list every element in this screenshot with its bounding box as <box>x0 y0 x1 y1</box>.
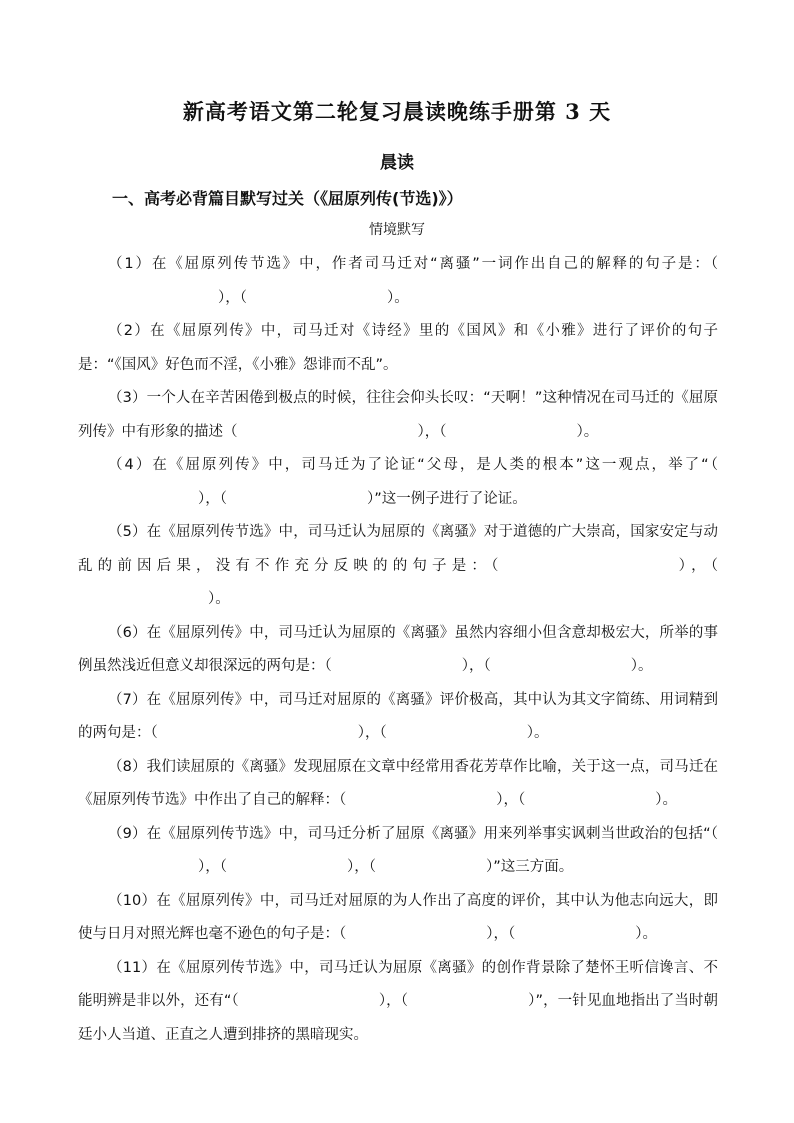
subsection-heading: 情境默写 <box>369 222 425 238</box>
section-heading: 一、高考必背篇目默写过关（《屈原列传(节选)》） <box>112 189 463 208</box>
question-item-5: （5）在《屈原列传节选》中，司马迁认为屈原的《离骚》对于道德的广大崇高，国家安定与动乱的前因后果，没有不作充分反映的的句子是：（ ），（）。 <box>78 524 719 607</box>
question-list <box>78 248 718 1052</box>
question-item-7: （7）在《屈原列传》中，司马迁对屈原的《离骚》评价极高，其中认为其文字简练、用词精到的两句是：（ ），（ ）。 <box>78 691 718 741</box>
document-title: 新高考语文第二轮复习晨读晚练手册第 3 天 <box>182 99 612 124</box>
question-item-1: （1）在《屈原列传节选》中，作者司马迁对“离骚”一词作出自己的解释的句子是：（），（ ）。 <box>108 256 718 306</box>
question-item-8: （8）我们读屈原的《离骚》发现屈原在文章中经常用香花芳草作比喻，关于这一点，司马迁在《屈原列传节选》中作出了自己的解释：（ ），（ ）。 <box>78 758 718 808</box>
question-item-3: （3）一个人在辛苦困倦到极点的时候，往往会仰头长叹：“天啊！”这种情况在司马迁的《屈原列传》中有形象的描述（ ），（ ）。 <box>78 390 718 440</box>
question-item-6: （6）在《屈原列传》中，司马迁认为屈原的《离骚》虽然内容细小但含意却极宏大，所举的事例虽然浅近但意义却很深远的两句是：（ ），（ ）。 <box>78 624 718 674</box>
question-item-11: （11）在《屈原列传节选》中，司马迁认为屈原《离骚》的创作背景除了楚怀王听信谗言、不能明辨是非以外，还有“（ ），（ ）”，一针见血地指出了当时朝廷小人当道、正直之人遭到排挤的黑暗现实。 <box>78 959 719 1043</box>
question-item-4: （4）在《屈原列传》中，司马迁为了论证“父母，是人类的根本”这一观点，举了“（），（ ）”这一例子进行了论证。 <box>108 457 718 507</box>
question-item-10: （10）在《屈原列传》中，司马迁对屈原的为人作出了高度的评价，其中认为他志向远大，即使与日月对照光辉也毫不逊色的句子是：（ ），（ ）。 <box>78 892 718 942</box>
document-subtitle: 晨读 <box>380 153 414 173</box>
question-item-2: （2）在《屈原列传》中，司马迁对《诗经》里的《国风》和《小雅》进行了评价的句子是：“《国风》好色而不淫，《小雅》怨诽而不乱”。 <box>78 323 718 373</box>
question-item-9: （9）在《屈原列传节选》中，司马迁分析了屈原《离骚》用来列举事实讽刺当世政治的包括“（），（ ），（ ）”这三方面。 <box>108 825 718 875</box>
